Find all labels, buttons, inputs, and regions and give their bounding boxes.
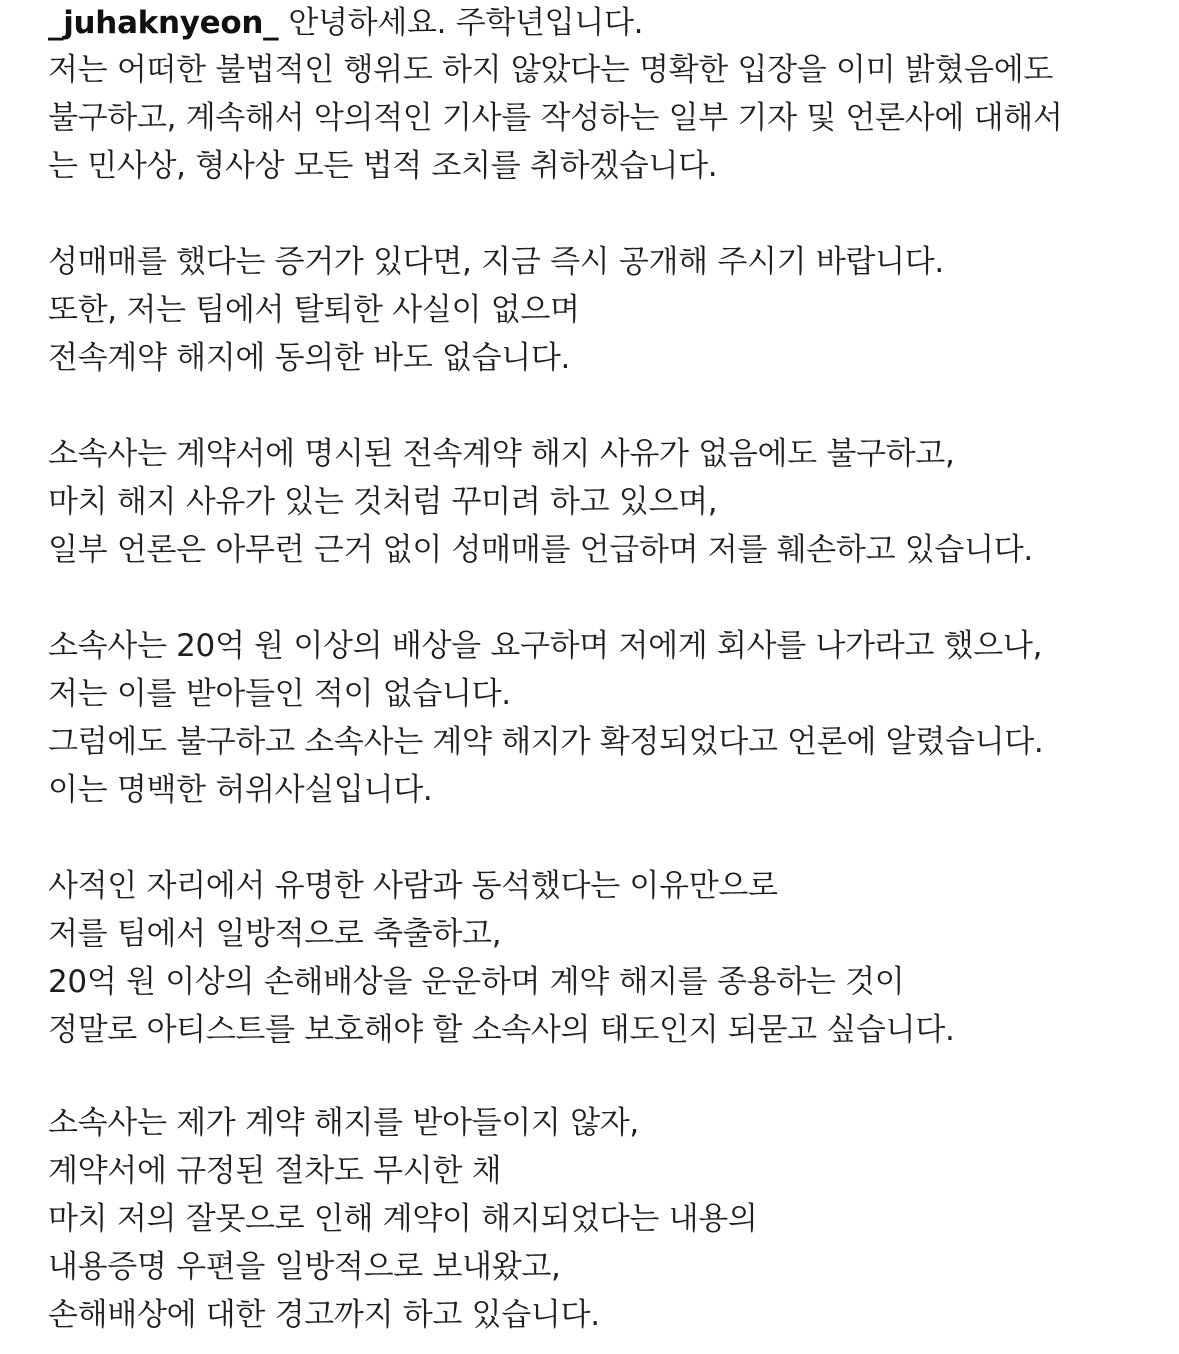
- paragraph-spacer: [48, 382, 1158, 430]
- caption-line: 저는 어떠한 불법적인 행위도 하지 않았다는 명확한 입장을 이미 밝혔음에도: [48, 52, 1054, 88]
- caption-line: 마치 저의 잘못으로 인해 계약이 해지되었다는 내용의: [48, 1201, 758, 1237]
- caption-line: 이는 명백한 허위사실입니다.: [48, 772, 433, 808]
- caption-paragraph-3: [48, 430, 1158, 574]
- caption-line: 일부 언론은 아무런 근거 없이 성매매를 언급하며 저를 훼손하고 있습니다.: [48, 532, 1033, 568]
- caption-line: 소속사는 제가 계약 해지를 받아들이지 않자,: [48, 1105, 639, 1141]
- caption-line: 사적인 자리에서 유명한 사람과 동석했다는 이유만으로: [48, 868, 778, 904]
- caption-text: 안녕하세요. 주학년입니다.: [288, 5, 644, 41]
- caption-line: 손해배상에 대한 경고까지 하고 있습니다.: [48, 1297, 600, 1333]
- caption-line: 계약서에 규정된 절차도 무시한 채: [48, 1153, 502, 1189]
- username-link[interactable]: _juhaknyeon_: [48, 5, 279, 41]
- caption-line: 저를 팀에서 일방적으로 축출하고,: [48, 916, 502, 952]
- paragraph-spacer: [48, 574, 1158, 622]
- post-caption: [48, 0, 1158, 1339]
- caption-line: 불구하고, 계속해서 악의적인 기사를 작성하는 일부 기자 및 언론사에 대해서: [48, 100, 1063, 136]
- caption-line: 저는 이를 받아들인 적이 없습니다.: [48, 676, 511, 712]
- caption-line: 성매매를 했다는 증거가 있다면, 지금 즉시 공개해 주시기 바랍니다.: [48, 244, 944, 280]
- caption-paragraph-2: [48, 238, 1158, 382]
- caption-paragraph-6: [48, 1099, 1158, 1339]
- caption-line: 또한, 저는 팀에서 탈퇴한 사실이 없으며: [48, 292, 580, 328]
- paragraph-spacer: [48, 190, 1158, 238]
- caption-line: 마치 해지 사유가 있는 것처럼 꾸미려 하고 있으며,: [48, 484, 718, 520]
- caption-line: 내용증명 우편을 일방적으로 보내왔고,: [48, 1249, 561, 1285]
- caption-paragraph-1: [48, 0, 1158, 190]
- paragraph-spacer: [48, 814, 1158, 862]
- caption-line: 는 민사상, 형사상 모든 법적 조치를 취하겠습니다.: [48, 148, 718, 184]
- caption-line: 소속사는 계약서에 명시된 전속계약 해지 사유가 없음에도 불구하고,: [48, 436, 955, 472]
- caption-line: 정말로 아티스트를 보호해야 할 소속사의 태도인지 되묻고 싶습니다.: [48, 1012, 955, 1048]
- caption-paragraph-4: [48, 622, 1158, 814]
- caption-line: 20억 원 이상의 손해배상을 운운하며 계약 해지를 종용하는 것이: [48, 964, 905, 1000]
- caption-line: 그럼에도 불구하고 소속사는 계약 해지가 확정되었다고 언론에 알렸습니다.: [48, 724, 1044, 760]
- caption-line: 전속계약 해지에 동의한 바도 없습니다.: [48, 340, 571, 376]
- caption-paragraph-5: [48, 862, 1158, 1054]
- caption-line: 소속사는 20억 원 이상의 배상을 요구하며 저에게 회사를 나가라고 했으나,: [48, 628, 1043, 664]
- paragraph-spacer: [48, 1054, 1158, 1099]
- caption-line: [48, 0, 1158, 46]
